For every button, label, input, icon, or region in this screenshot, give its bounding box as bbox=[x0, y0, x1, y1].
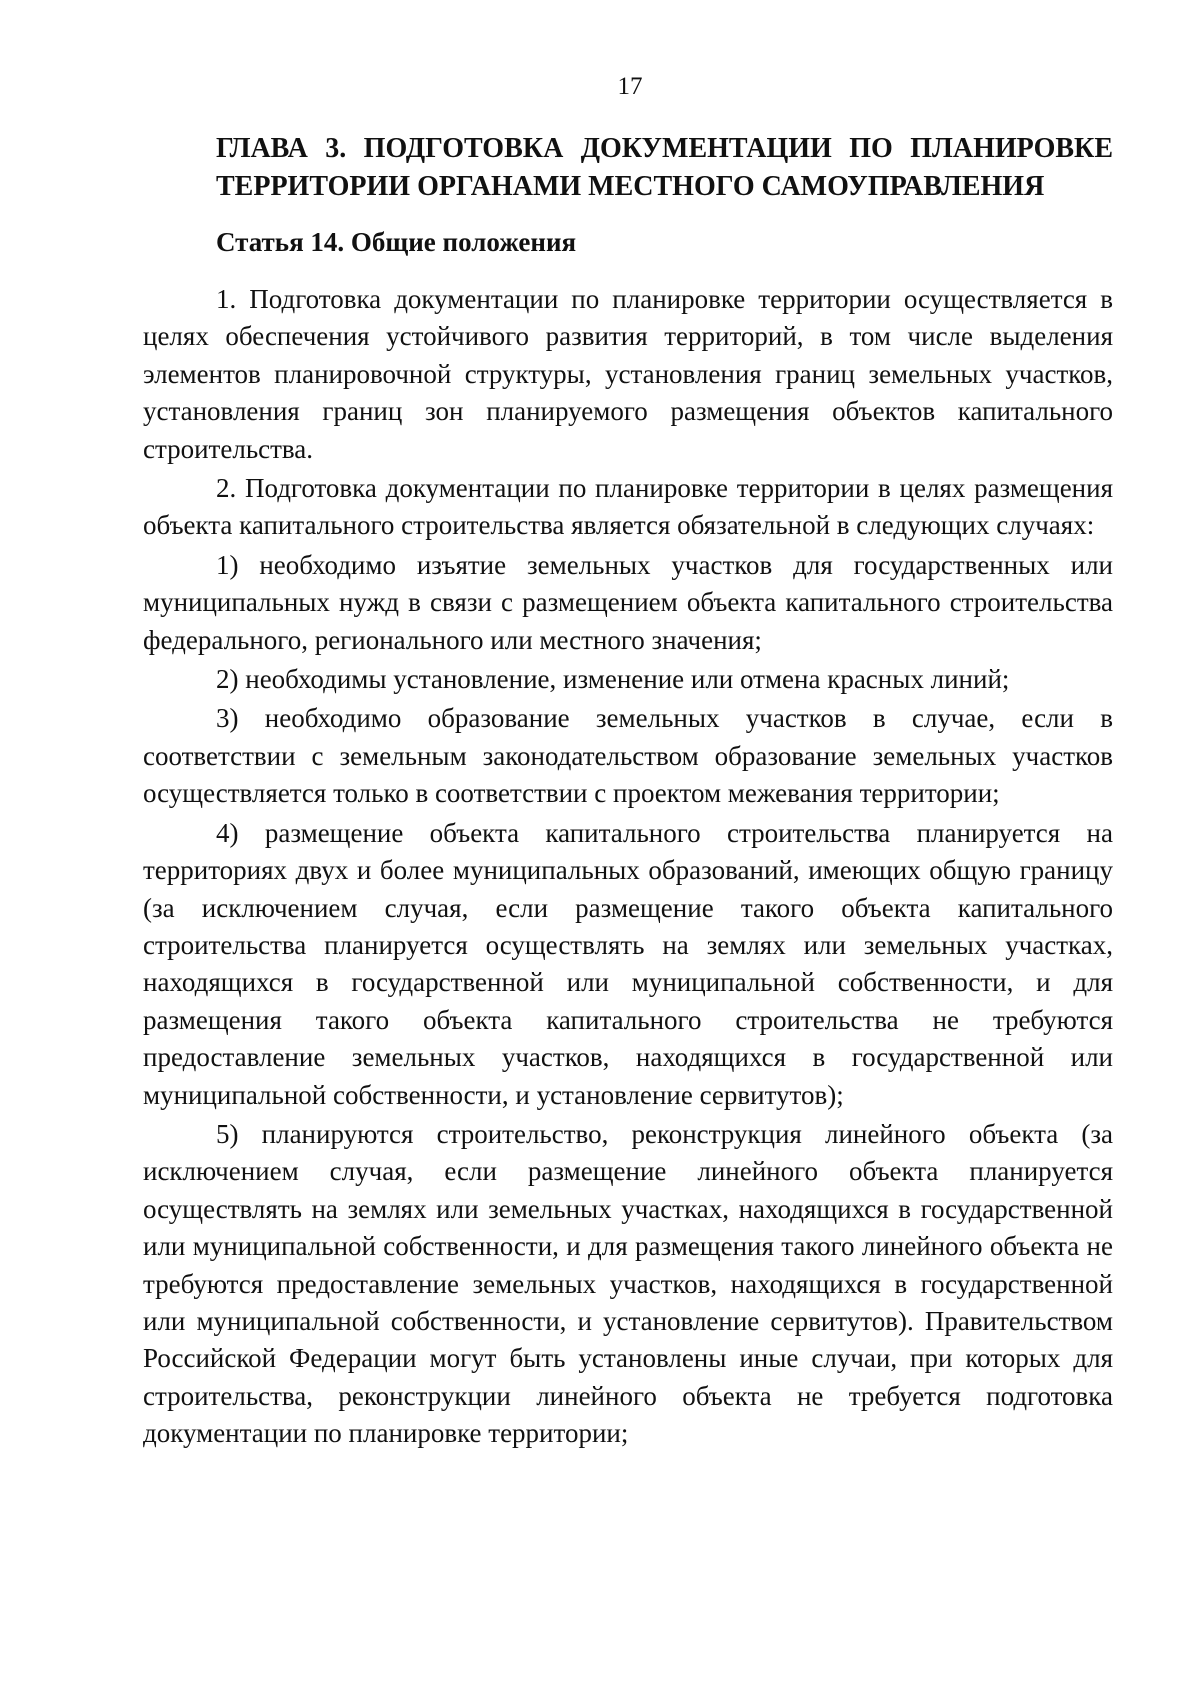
article-body bbox=[143, 281, 1113, 1453]
paragraph-1: 1. Подготовка документации по планировке территории осуществляется в целях обеспечения устойчивого развития территорий, в том числе выделения элементов планировочной структуры, установления границ земельных участков, установления границ зон планируемого размещения объектов капитального строительства. bbox=[143, 284, 1113, 464]
list-item-4: 4) размещение объекта капитального строительства планируется на территориях двух и более муниципальных образований, имеющих общую границу (за исключением случая, если размещение такого объекта капитального строительства планируется осуществлять на землях или земельных участках, находящихся в государственной или муниципальной собственности, и для размещения такого объекта капитального строительства не требуются предоставление земельных участков, находящихся в государственной или муниципальной собственности, и установление сервитутов); bbox=[143, 817, 1113, 1110]
list-item-1: 1) необходимо изъятие земельных участков для государственных или муниципальных нужд в связи с размещением объекта капитального строительства федерального, регионального или местного значения; bbox=[143, 549, 1113, 655]
page-content bbox=[143, 130, 1113, 1455]
page-number: 17 bbox=[617, 73, 643, 100]
list-item-2: 2) необходимы установление, изменение или отмена красных линий; bbox=[216, 664, 1010, 695]
list-item-3: 3) необходимо образование земельных участков в случае, если в соответствии с земельным законодательством образование земельных участков осуществляется только в соответствии с проектом межевания территории; bbox=[143, 703, 1113, 809]
chapter-title: ГЛАВА 3. ПОДГОТОВКА ДОКУМЕНТАЦИИ ПО ПЛАНИРОВКЕ ТЕРРИТОРИИ ОРГАНАМИ МЕСТНОГО САМОУПРАВЛЕНИЯ bbox=[216, 133, 1113, 202]
article-title: Статья 14. Общие положения bbox=[216, 227, 577, 257]
paragraph-2: 2. Подготовка документации по планировке территории в целях размещения объекта капитального строительства является обязательной в следующих случаях: bbox=[143, 473, 1113, 541]
list-item-5: 5) планируются строительство, реконструкция линейного объекта (за исключением случая, если размещение линейного объекта планируется осуществлять на землях или земельных участках, находящихся в государственной или муниципальной собственности, и для размещения такого линейного объекта не требуются предоставление земельных участков, находящихся в государственной или муниципальной собственности, и установление сервитутов). Правительством Российской Федерации могут быть установлены иные случаи, при которых для строительства, реконструкции линейного объекта не требуется подготовка документации по планировке территории; bbox=[143, 1118, 1113, 1449]
